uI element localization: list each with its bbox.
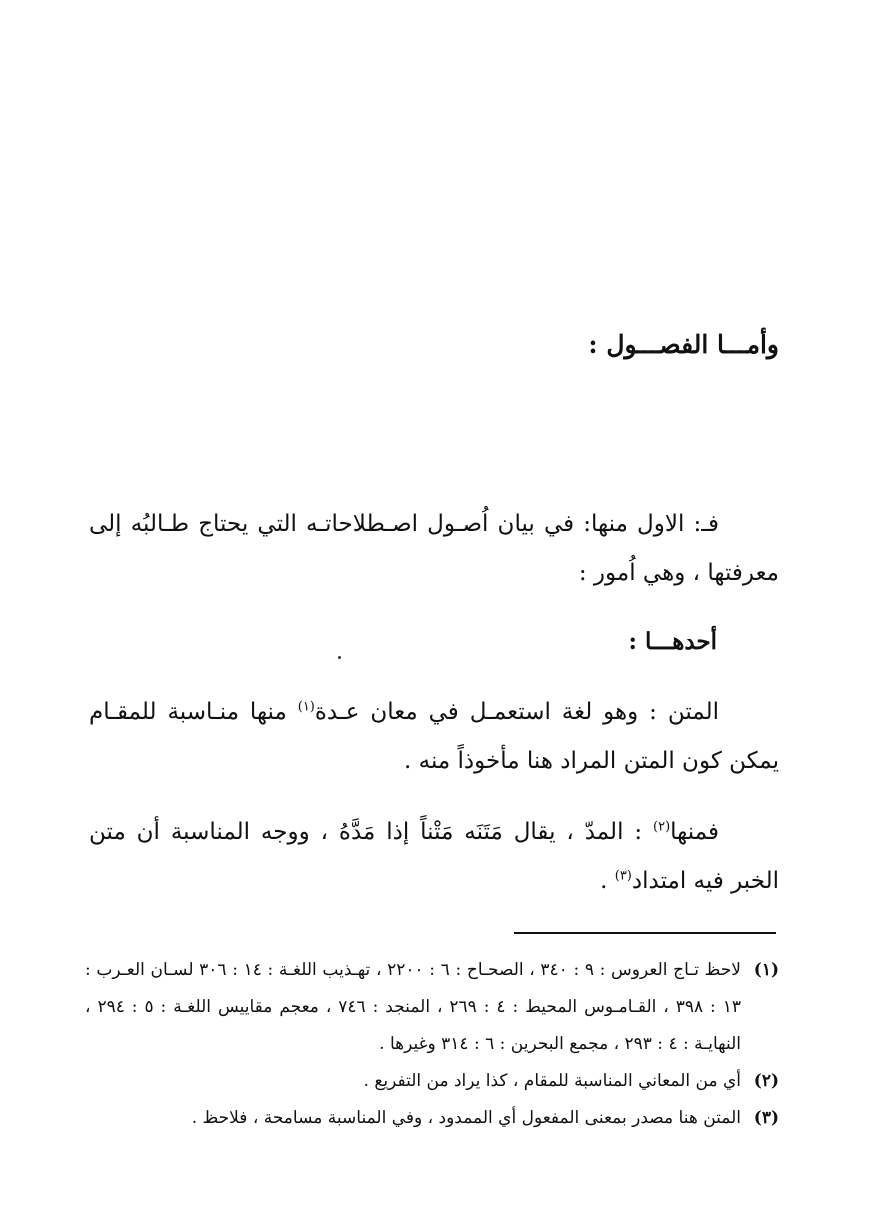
footnotes-list [85, 952, 779, 1137]
footnote-separator [514, 932, 776, 934]
footnote-number: (١) [753, 960, 779, 980]
footnote-item [85, 1063, 779, 1100]
sub-heading-first: أحدهـــا : [628, 628, 717, 655]
footnote-ref-1[interactable]: (١) [297, 699, 315, 715]
paragraph-madd-text-start: فمنها [670, 819, 719, 845]
paragraph-madd-text-mid: : المدّ ، يقال مَتَنَه مَتْناً إذا مَدَّهُ ، ووجه المناسبة أن متن الخبر فيه امتداد [89, 819, 779, 894]
footnote-text: أي من المعاني المناسبة للمقام ، كذا يراد من التفريع . [363, 1071, 741, 1091]
section-heading: وأمـــا الفصـــول : [588, 330, 779, 359]
paragraph-matn-text-end: منها منـاسبة للمقـام يمكن كون المتن المراد هنا مأخوذاً منه . [89, 699, 779, 774]
footnote-text: المتن هنا مصدر بمعنى المفعول أي الممدود ، وفي المناسبة مسامحة ، فلاحظ . [191, 1108, 741, 1128]
paragraph-matn-definition [89, 688, 779, 786]
footnote-number: (٣) [753, 1108, 779, 1128]
paragraph-first-chapter [89, 500, 779, 598]
scan-speck [338, 656, 341, 659]
footnote-ref-3[interactable]: (٣) [614, 868, 632, 884]
footnote-ref-2[interactable]: (٢) [653, 819, 671, 835]
paragraph-first-chapter-text: فـ: الاول منها: في بيان اُصـول اصـطلاحاتـه التي يحتاج طـالبُه إلى معرفتها ، وهي اُمور : [89, 511, 779, 586]
paragraph-madd-text-end: . [600, 868, 615, 894]
footnote-text: لاحظ تـاج العروس : ٩ : ٣٤٠ ، الصحـاح : ٦ : ٢٢٠٠ ، تهـذيب اللغـة : ١٤ : ٣٠٦ لسـان العـرب : ١٣ : ٣٩٨ ، القـامـوس المحيط : ٤ : ٢٦٩ ، المنجد : ٧٤٦ ، معجم مقاييس اللغـة : ٥ : ٢٩٤ ، النهايـة : ٤ : ٢٩٣ ، مجمع البحرين : ٦ : ٣١٤ وغيرها . [85, 960, 741, 1054]
footnote-item [85, 1100, 779, 1137]
footnote-number: (٢) [753, 1071, 779, 1091]
paragraph-madd-meaning [89, 808, 779, 906]
paragraph-matn-text-start: المتن : وهو لغة استعمـل في معان عـدة [314, 699, 719, 725]
footnote-item [85, 952, 779, 1063]
